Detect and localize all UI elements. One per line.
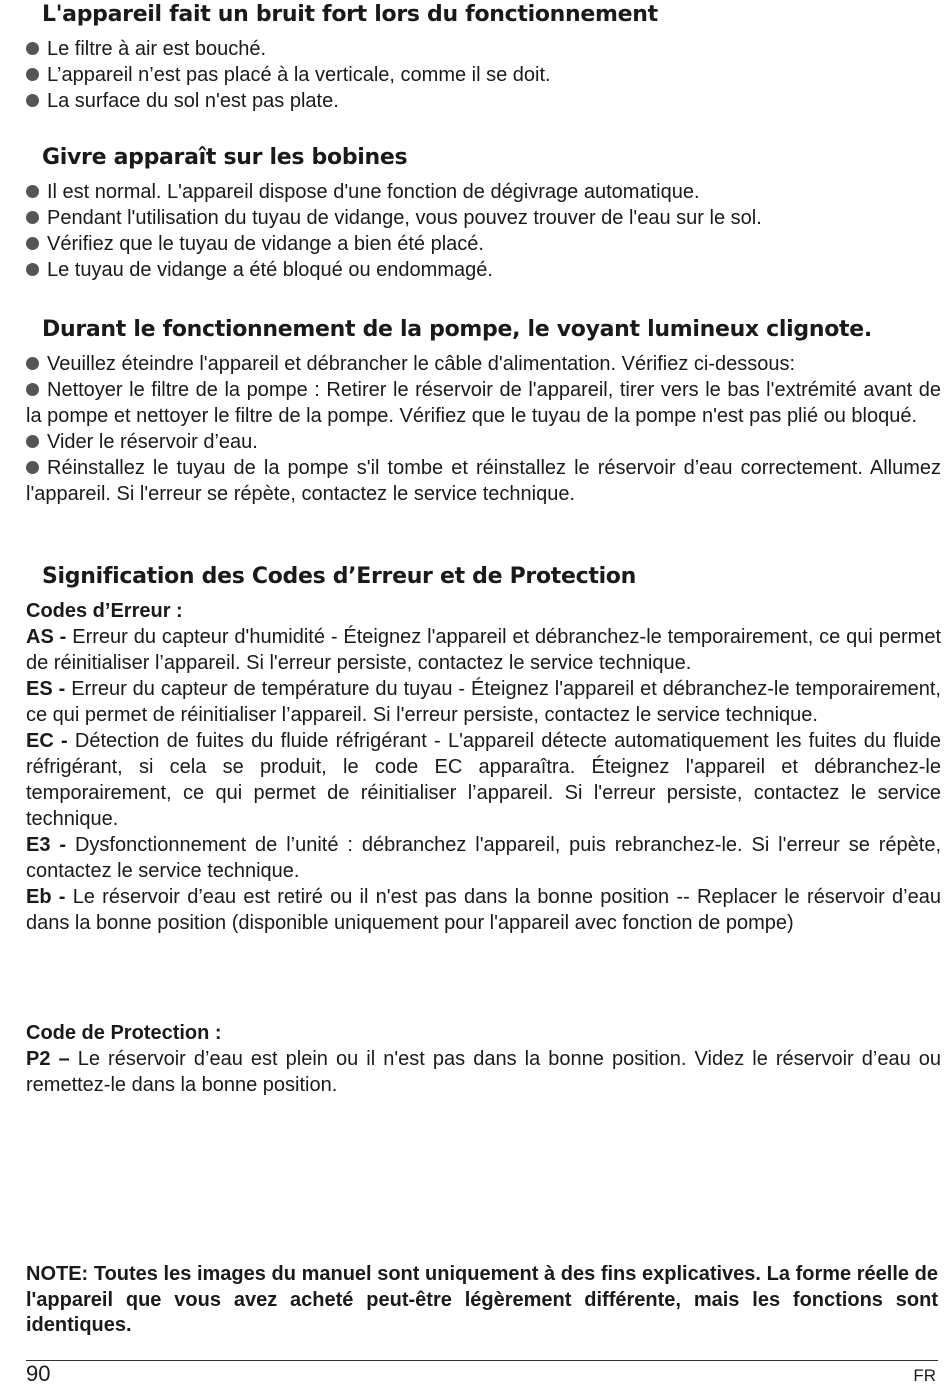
bullet-icon — [26, 435, 39, 448]
bullet-icon — [26, 211, 39, 224]
error-code: EC - — [26, 730, 68, 752]
error-codes-block — [26, 598, 941, 936]
section-title-frost: Givre apparaît sur les bobines — [42, 145, 408, 170]
error-code-text: Erreur du capteur d'humidité - Éteignez l'appareil et débranchez-le temporairement, ce qui permet de réinitialiser l’appareil. Si l'erreur persiste, contactez le service technique. — [26, 626, 941, 674]
list-item: Le filtre à air est bouché. — [26, 36, 941, 62]
list-item: La surface du sol n'est pas plate. — [26, 88, 941, 114]
bullet-icon — [26, 237, 39, 250]
bullet-icon — [26, 185, 39, 198]
error-code-item — [26, 884, 941, 936]
section-title-noise: L'appareil fait un bruit fort lors du fonctionnement — [42, 2, 658, 27]
error-code-item — [26, 832, 941, 884]
error-code-text: Erreur du capteur de température du tuyau - Éteignez l'appareil et débranchez-le temporairement, ce qui permet de réinitialiser l’appareil. Si l'erreur persiste, contactez le service technique. — [26, 678, 941, 726]
protection-code-block — [26, 1020, 941, 1098]
bullet-icon — [26, 357, 39, 370]
list-item: Pendant l'utilisation du tuyau de vidange, vous pouvez trouver de l'eau sur le sol. — [26, 205, 941, 231]
footer-divider — [26, 1360, 938, 1361]
error-code-item — [26, 624, 941, 676]
bullet-icon — [26, 263, 39, 276]
page-number: 90 — [26, 1361, 51, 1386]
error-code-text: Dysfonctionnement de l’unité : débranchez l'appareil, puis rebranchez-le. Si l'erreur se répète, contactez le service technique. — [26, 834, 941, 882]
list-item: Le tuyau de vidange a été bloqué ou endommagé. — [26, 257, 941, 283]
bullet-icon — [26, 94, 39, 107]
language-label: FR — [913, 1366, 936, 1385]
list-item: L’appareil n’est pas placé à la verticale, comme il se doit. — [26, 62, 941, 88]
frost-list — [26, 179, 941, 283]
error-code-item — [26, 676, 941, 728]
pump-list — [26, 351, 941, 507]
error-code-item — [26, 728, 941, 832]
list-item: Nettoyer le filtre de la pompe : Retirer le réservoir de l'appareil, tirer vers le bas l'extrémité avant de la pompe et nettoyer le filtre de la pompe. Vérifiez que le tuyau de la pompe n'est pas plié ou bloqué. — [26, 379, 941, 427]
protection-code: P2 – — [26, 1048, 70, 1070]
error-code: ES - — [26, 678, 66, 700]
error-code-text: Le réservoir d’eau est retiré ou il n'est pas dans la bonne position -- Replacer le réservoir d’eau dans la bonne position (disponible uniquement pour l'appareil avec fonction de pompe) — [26, 886, 941, 934]
list-item: Il est normal. L'appareil dispose d'une fonction de dégivrage automatique. — [26, 179, 941, 205]
protection-code-item — [26, 1046, 941, 1098]
protection-code-text: Le réservoir d’eau est plein ou il n'est pas dans la bonne position. Videz le réservoir d’eau ou remettez-le dans la bonne position. — [26, 1048, 941, 1096]
section-title-pump: Durant le fonctionnement de la pompe, le voyant lumineux clignote. — [42, 317, 872, 342]
bullet-icon — [26, 68, 39, 81]
list-item: Réinstallez le tuyau de la pompe s'il tombe et réinstallez le réservoir d’eau correctement. Allumez l'appareil. Si l'erreur se répète, contactez le service technique. — [26, 457, 941, 505]
error-codes-heading: Codes d’Erreur : — [26, 600, 183, 622]
error-code: E3 - — [26, 834, 67, 856]
bullet-icon — [26, 42, 39, 55]
error-code-text: Détection de fuites du fluide réfrigérant - L'appareil détecte automatiquement les fuites du fluide réfrigérant, si cela se produit, le code EC apparaîtra. Éteignez l'appareil et débranchez-le temporairement, ce qui permet de réinitialiser l’appareil. Si l'erreur persiste, contactez le service technique. — [26, 730, 942, 830]
list-item: Vider le réservoir d’eau. — [26, 429, 941, 455]
error-code: AS - — [26, 626, 67, 648]
list-item: Vérifiez que le tuyau de vidange a bien été placé. — [26, 231, 941, 257]
disclaimer-note: NOTE: Toutes les images du manuel sont uniquement à des fins explicatives. La forme réelle de l'appareil que vous avez acheté peut-être légèrement différente, mais les fonctions sont identiques. — [26, 1263, 938, 1336]
noise-list — [26, 36, 941, 114]
section-title-codes: Signification des Codes d’Erreur et de Protection — [42, 564, 636, 589]
error-code: Eb - — [26, 886, 66, 908]
bullet-icon — [26, 383, 39, 396]
list-item: Veuillez éteindre l'appareil et débrancher le câble d'alimentation. Vérifiez ci-dessous: — [26, 351, 941, 377]
protection-code-heading: Code de Protection : — [26, 1022, 222, 1044]
bullet-icon — [26, 461, 39, 474]
